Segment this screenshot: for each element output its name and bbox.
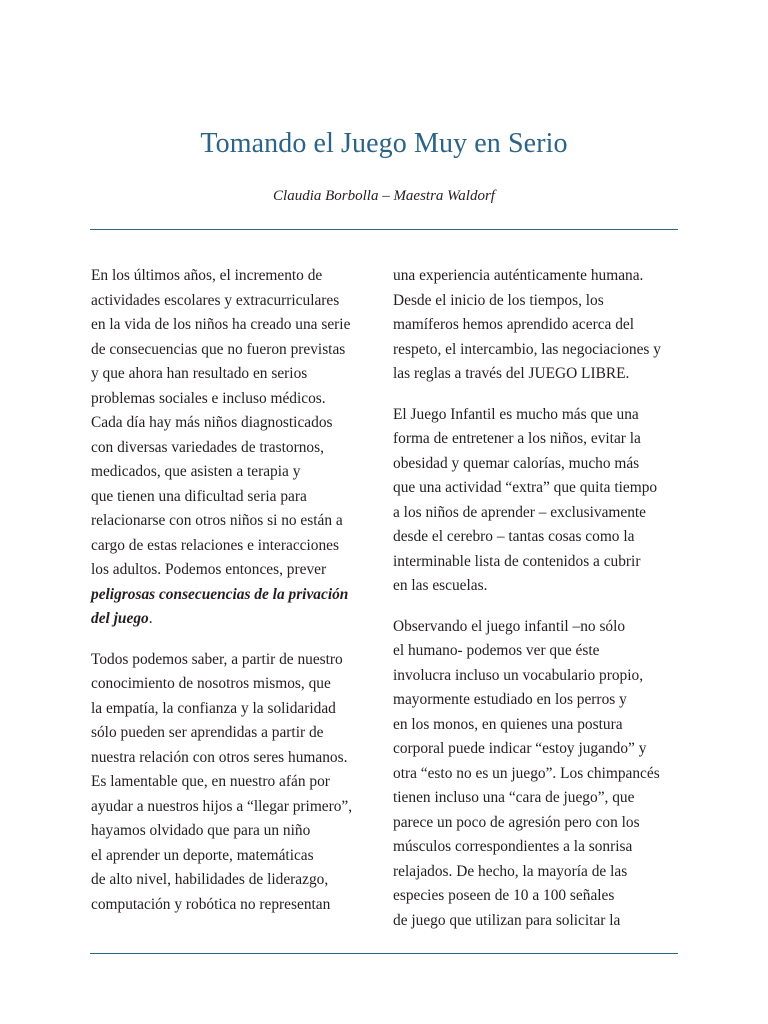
text-line: mayormente estudiado en los perros y <box>393 691 627 708</box>
text-line: en las escuelas. <box>393 577 488 594</box>
text-line: forma de entretener a los niños, evitar la <box>393 430 641 447</box>
text-line: la empatía, la confianza y la solidaridad <box>91 699 336 717</box>
right-column <box>393 264 683 933</box>
text-line: que una actividad “extra” que quita tiempo <box>393 479 658 496</box>
text-line: y que ahora han resultado en serios <box>91 365 308 382</box>
text-line: conocimiento de nosotros mismos, que <box>91 675 331 692</box>
text-line: interminable lista de contenidos a cubrir <box>393 552 641 570</box>
text-line: ayudar a nuestros hijos a “llegar primero”, <box>91 797 353 815</box>
text-line: Observando el juego infantil –no sólo <box>393 617 626 635</box>
paragraph-3 <box>393 264 683 387</box>
article-author: Claudia Borbolla – Maestra Waldorf <box>273 188 495 204</box>
text-line: desde el cerebro – tantas cosas como la <box>393 528 635 545</box>
paragraph-5 <box>393 615 683 934</box>
text-line: involucra incluso un vocabulario propio, <box>393 666 644 684</box>
text-line: con diversas variedades de trastornos, <box>91 438 324 456</box>
text-line: el aprender un deporte, matemáticas <box>91 846 314 864</box>
text-line: medicados, que asisten a terapia y <box>91 463 301 480</box>
text-line: cargo de estas relaciones e interacciones <box>91 536 339 554</box>
paragraph-1 <box>91 264 376 632</box>
text-line: Todos podemos saber, a partir de nuestro <box>91 650 343 668</box>
text-line: de alto nivel, habilidades de liderazgo, <box>91 871 329 888</box>
text-line: obesidad y quemar calorías, mucho más <box>393 454 640 472</box>
text-line: en los monos, en quienes una postura <box>393 715 623 733</box>
text-line: actividades escolares y extracurriculares <box>91 291 340 309</box>
emphasis-line: peligrosas consecuencias de la privación <box>91 585 349 603</box>
text-line: de consecuencias que no fueron previstas <box>91 340 346 358</box>
text-line: a los niños de aprender – exclusivamente <box>393 503 647 521</box>
text-line: problemas sociales e incluso médicos. <box>91 389 326 407</box>
text-line: sólo pueden ser aprendidas a partir de <box>91 724 324 741</box>
text-line: una experiencia auténticamente humana. <box>393 267 644 284</box>
sentence-end: . <box>148 610 153 627</box>
top-divider <box>90 229 678 230</box>
text-line: Es lamentable que, en nuestro afán por <box>91 773 330 790</box>
article-title: Tomando el Juego Muy en Serio <box>200 128 568 159</box>
text-line: hayamos olvidado que para un niño <box>91 822 311 839</box>
paragraph-gap <box>393 387 683 403</box>
text-line: nuestra relación con otros seres humanos. <box>91 748 348 766</box>
text-line: respeto, el intercambio, las negociaciones y <box>393 340 661 358</box>
text-line: en la vida de los niños ha creado una serie <box>91 316 351 333</box>
text-line: parece un poco de agresión pero con los <box>393 813 640 831</box>
bottom-divider <box>90 953 678 954</box>
text-line: mamíferos hemos aprendido acerca del <box>393 316 635 333</box>
paragraph-gap <box>91 632 376 648</box>
emphasis-line-last <box>91 607 376 632</box>
paragraph-4 <box>393 403 683 599</box>
text-line: tienen incluso una “cara de juego”, que <box>393 789 635 806</box>
left-column <box>91 264 376 917</box>
text-line: relajados. De hecho, la mayoría de las <box>393 862 628 880</box>
paragraph-gap <box>393 599 683 615</box>
text-line: músculos correspondientes a la sonrisa <box>393 838 633 855</box>
text-line: de juego que utilizan para solicitar la <box>393 911 621 929</box>
text-line: corporal puede indicar “estoy jugando” y <box>393 740 647 757</box>
emphasis-text: del juego <box>91 610 149 627</box>
text-line: que tienen una dificultad seria para <box>91 487 307 505</box>
paragraph-2 <box>91 648 376 918</box>
text-line: los adultos. Podemos entonces, prever <box>91 561 327 578</box>
text-line: En los últimos años, el incremento de <box>91 267 323 284</box>
text-line: El Juego Infantil es mucho más que una <box>393 405 639 423</box>
text-line: las reglas a través del JUEGO LIBRE. <box>393 365 630 382</box>
text-line: el humano- podemos ver que éste <box>393 642 600 659</box>
text-line: otra “esto no es un juego”. Los chimpancés <box>393 764 660 782</box>
text-line: Cada día hay más niños diagnosticados <box>91 414 333 431</box>
text-line: especies poseen de 10 a 100 señales <box>393 887 615 904</box>
text-line: computación y robótica no representan <box>91 895 331 913</box>
text-line: Desde el inicio de los tiempos, los <box>393 291 604 309</box>
text-line: relacionarse con otros niños si no están a <box>91 512 343 529</box>
